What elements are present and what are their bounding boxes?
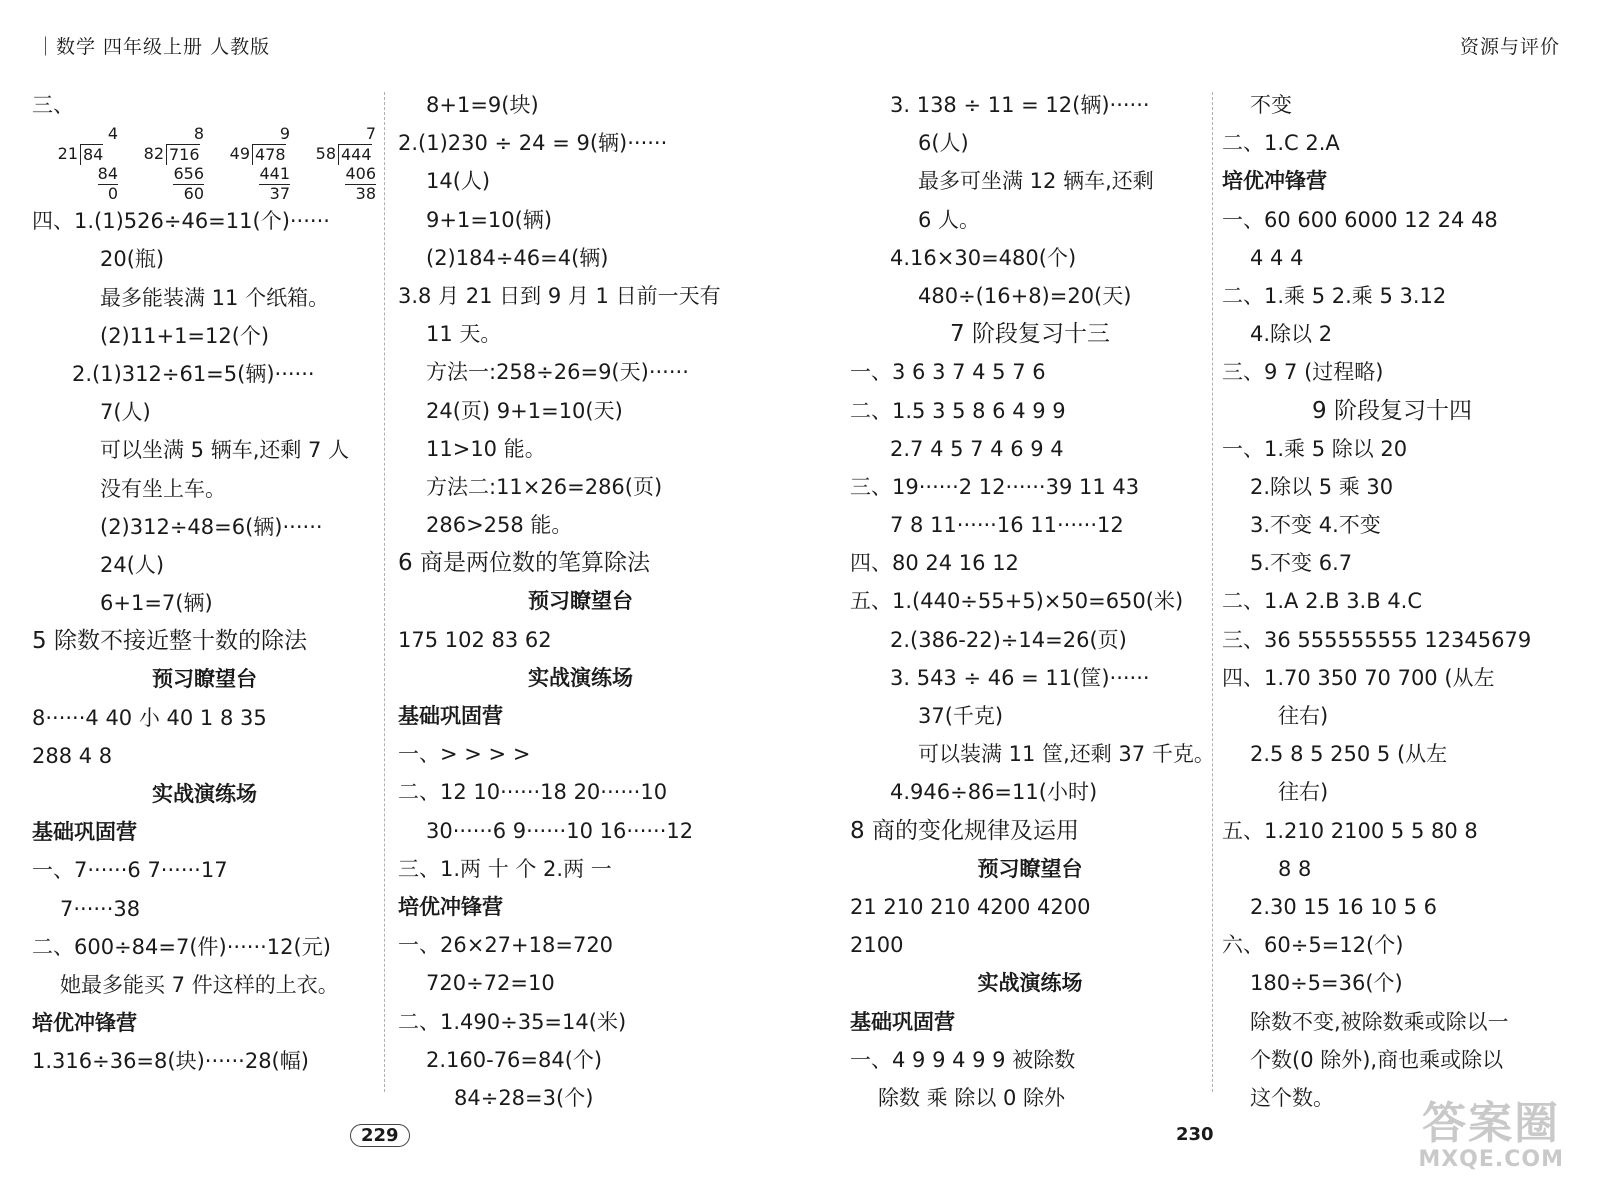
long-division-divisor: 21 (57, 144, 78, 164)
answer-line: 预习瞭望台 (977, 856, 1083, 881)
answer-line: 288 4 8 (32, 743, 113, 768)
answer-line: 7 阶段复习十三 (950, 321, 1110, 348)
answer-line: 20(瓶) (100, 247, 165, 272)
long-division-divisor: 49 (229, 144, 250, 164)
long-division-product: 656 (173, 164, 204, 184)
answer-line: 方法二:11×26=286(页) (426, 474, 663, 499)
answer-line: 一、1.乘 5 除以 20 (1222, 436, 1408, 461)
answer-line: 四、80 24 16 12 (850, 551, 1019, 576)
answer-line: 8+1=9(块) (426, 93, 539, 117)
answer-line: 二、1.A 2.B 3.B 4.C (1222, 589, 1423, 614)
long-division-dividend: 444 (338, 144, 372, 165)
answer-line: 她最多能买 7 件这样的上衣。 (60, 972, 339, 997)
page-number-left: 229 (350, 1124, 410, 1147)
answer-line: 21 210 210 4200 4200 (850, 894, 1091, 919)
long-division-remainder: 60 (183, 184, 204, 204)
column-divider-right (1212, 92, 1213, 1092)
long-division-dividend: 84 (80, 144, 103, 165)
long-division-divisor: 58 (315, 144, 336, 164)
answer-line: 480÷(16+8)=20(天) (918, 283, 1132, 308)
long-division-quotient: 7 (365, 124, 376, 144)
answer-line: 实战演练场 (152, 782, 257, 806)
answer-line: 84÷28=3(个) (454, 1085, 594, 1110)
answer-line: (2)312÷48=6(辆)······ (100, 514, 323, 539)
answer-line: 2.160-76=84(个) (426, 1047, 603, 1072)
answer-line: 7(人) (100, 400, 151, 425)
answer-line: 9 阶段复习十四 (1312, 397, 1472, 424)
header-right: 资源与评价 (1459, 36, 1560, 58)
answer-line: 6(人) (918, 131, 969, 156)
answer-line: 一、7······6 7······17 (32, 858, 228, 883)
long-division (50, 124, 126, 204)
answer-column-2 (398, 86, 763, 1117)
answer-line: 基础巩固营 (32, 820, 137, 845)
answer-line: 4.946÷86=11(小时) (890, 780, 1098, 805)
answer-line: 最多可坐满 12 辆车,还剩 (918, 169, 1154, 194)
answer-line: 培优冲锋营 (398, 894, 503, 919)
answer-line: 基础巩固营 (398, 704, 503, 728)
answer-line: 3.8 月 21 日到 9 月 1 日前一天有 (398, 283, 721, 308)
answer-column-3 (850, 86, 1215, 1117)
answer-line: 3. 543 ÷ 46 = 11(筐)······ (890, 665, 1150, 690)
answer-line: 一、3 6 3 7 4 5 7 6 (850, 360, 1046, 385)
answer-line: 1.316÷36=8(块)······28(幅) (32, 1049, 309, 1074)
answer-line: 实战演练场 (528, 665, 633, 690)
answer-line: 2.30 15 16 10 5 6 (1250, 894, 1438, 919)
answer-line: 三、19······2 12······39 11 43 (850, 474, 1140, 499)
answer-line: 5.不变 6.7 (1250, 551, 1353, 576)
answer-line: 6+1=7(辆) (100, 591, 213, 616)
watermark-top: 答案圈 (1422, 1098, 1561, 1149)
answer-line: 8······4 40 小 40 1 8 35 (32, 705, 267, 730)
long-division (136, 124, 212, 204)
answer-line: (2)184÷46=4(辆) (426, 245, 609, 270)
answer-line: 四、1.70 350 70 700 (从左 (1222, 665, 1495, 690)
answer-line: 不变 (1250, 93, 1292, 117)
answer-line: 4 4 4 (1250, 245, 1304, 270)
header-left: ｜数学 四年级上册 人教版 (36, 36, 271, 58)
answer-line: 个数(0 除外),商也乘或除以 (1250, 1047, 1504, 1072)
answer-line: 二、1.5 3 5 8 6 4 9 9 (850, 398, 1066, 423)
answer-line: 二、1.490÷35=14(米) (398, 1009, 627, 1034)
long-division-quotient: 4 (107, 124, 118, 144)
answer-line: 预习瞭望台 (528, 589, 633, 614)
answer-line: 预习瞭望台 (152, 667, 257, 692)
answer-line: 三、9 7 (过程略) (1222, 360, 1384, 385)
answer-line: 2.5 8 5 250 5 (从左 (1250, 742, 1448, 767)
long-division-remainder: 38 (355, 184, 376, 204)
answer-line: 二、1.乘 5 2.乘 5 3.12 (1222, 283, 1447, 308)
answer-line: 2.(1)230 ÷ 24 = 9(辆)······ (398, 131, 668, 156)
answer-line: 7······38 (60, 896, 141, 921)
answer-line: 一、60 600 6000 12 24 48 (1222, 207, 1498, 232)
answer-line: 四、1.(1)526÷46=11(个)······ (32, 209, 330, 234)
answer-line: 2100 (850, 933, 904, 958)
answer-line: 除数不变,被除数乘或除以一 (1250, 1009, 1509, 1034)
answer-line: 6 商是两位数的笔算除法 (398, 550, 650, 577)
answer-line: 2.除以 5 乘 30 (1250, 474, 1394, 499)
answer-line: 实战演练场 (977, 971, 1083, 996)
answer-line: 培优冲锋营 (32, 1011, 137, 1036)
answer-line: 8 商的变化规律及运用 (850, 817, 1079, 844)
answer-line: 2.7 4 5 7 4 6 9 4 (890, 436, 1064, 461)
answer-line: 五、1.210 2100 5 5 80 8 (1222, 818, 1478, 843)
long-division-product: 441 (259, 164, 290, 184)
answer-line: 没有坐上车。 (100, 476, 226, 501)
answer-line: 720÷72=10 (426, 971, 555, 996)
answer-line: 30······6 9······10 16······12 (426, 818, 694, 843)
long-division-product: 406 (345, 164, 376, 184)
answer-line: 一、4 9 9 4 9 9 被除数 (850, 1047, 1076, 1072)
page-number-right: 230 (1176, 1124, 1214, 1145)
long-division-quotient: 8 (193, 124, 204, 144)
answer-line: 五、1.(440÷55+5)×50=650(米) (850, 589, 1184, 614)
answer-line: (2)11+1=12(个) (100, 323, 270, 348)
answer-line: 14(人) (426, 169, 491, 194)
answer-line: 往右) (1278, 780, 1329, 805)
answer-line: 24(人) (100, 552, 165, 577)
answer-line: 二、600÷84=7(件)······12(元) (32, 934, 331, 959)
answer-line: 3. 138 ÷ 11 = 12(辆)······ (890, 93, 1150, 117)
watermark-logo (1418, 1098, 1564, 1172)
answer-line: 六、60÷5=12(个) (1222, 933, 1404, 958)
answer-line: 最多能装满 11 个纸箱。 (100, 285, 330, 310)
long-division-quotient: 9 (279, 124, 290, 144)
long-division (308, 124, 384, 204)
long-division-row (32, 124, 377, 202)
answer-line: 2.(386-22)÷14=26(页) (890, 627, 1127, 652)
answer-line: 这个数。 (1250, 1085, 1334, 1110)
watermark-bottom: MXQE.COM (1418, 1147, 1564, 1172)
answer-line: 11 天。 (426, 322, 502, 347)
answer-line: 4.16×30=480(个) (890, 245, 1077, 270)
answer-line: 三、1.两 十 个 2.两 一 (398, 856, 612, 881)
answer-line: 11>10 能。 (426, 436, 546, 461)
answer-line: 2.(1)312÷61=5(辆)······ (72, 361, 315, 386)
answer-line: 二、1.C 2.A (1222, 131, 1340, 156)
answer-line: 37(千克) (918, 704, 1004, 728)
long-division-remainder: 37 (269, 184, 290, 204)
answer-line: 7 8 11······16 11······12 (890, 513, 1124, 538)
answer-line: 9+1=10(辆) (426, 207, 553, 232)
answer-line: 二、12 10······18 20······10 (398, 780, 668, 805)
answer-line: 3.不变 4.不变 (1250, 513, 1381, 538)
answer-line: 286>258 能。 (426, 513, 573, 538)
long-division-remainder: 0 (107, 184, 118, 204)
long-division-divisor: 82 (143, 144, 164, 164)
answer-line: 三、 (32, 93, 74, 117)
answer-line: 除数 乘 除以 0 除外 (878, 1085, 1066, 1110)
answer-line: 6 人。 (918, 207, 981, 232)
answer-line: 一、26×27+18=720 (398, 933, 614, 958)
answer-line: 180÷5=36(个) (1250, 971, 1403, 996)
long-division-dividend: 716 (166, 144, 200, 165)
long-division-dividend: 478 (252, 144, 286, 165)
answer-line: 5 除数不接近整十数的除法 (32, 628, 307, 655)
answer-line: 培优冲锋营 (1222, 169, 1327, 194)
answer-line: 4.除以 2 (1250, 322, 1333, 347)
answer-line: 一、> > > > (398, 742, 531, 767)
long-division (222, 124, 298, 204)
answer-line: 往右) (1278, 704, 1329, 728)
answer-line: 方法一:258÷26=9(天)······ (426, 360, 689, 385)
answer-line: 8 8 (1278, 856, 1312, 881)
answer-line: 基础巩固营 (850, 1009, 955, 1034)
answer-column-4 (1222, 86, 1562, 1117)
answer-line: 三、36 555555555 12345679 (1222, 627, 1532, 652)
answer-column-1 (32, 86, 377, 1081)
column-divider-left (384, 92, 385, 1092)
answer-line: 可以坐满 5 辆车,还剩 7 人 (100, 438, 350, 463)
answer-line: 175 102 83 62 (398, 627, 552, 652)
answer-line: 24(页) 9+1=10(天) (426, 398, 623, 423)
long-division-product: 84 (97, 164, 118, 184)
answer-line: 可以装满 11 筐,还剩 37 千克。 (918, 742, 1215, 767)
